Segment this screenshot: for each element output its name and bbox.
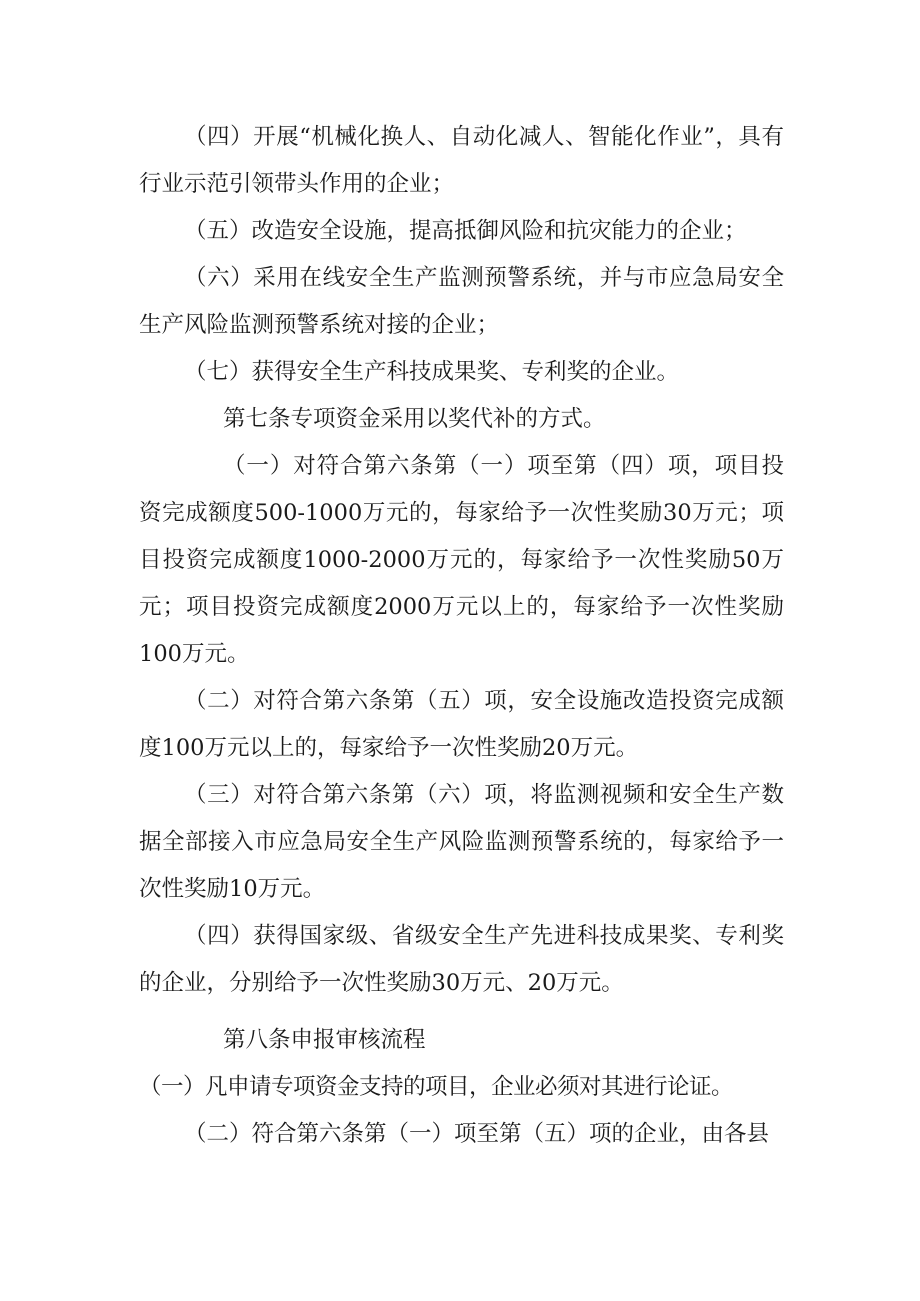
article-7-clause-2: （二）对符合第六条第（五）项，安全设施改造投资完成额度100万元以上的，每家给予一次性奖励20万元。 — [139, 688, 784, 761]
article-7-clause-4: （四）获得国家级、省级安全生产先进科技成果奖、专利奖的企业，分别给予一次性奖励30万元、20万元。 — [139, 923, 784, 996]
paragraph-item-5-safety-facilities: （五）改造安全设施，提高抵御风险和抗灾能力的企业； — [184, 218, 747, 244]
paragraph-item-4-mechanization: （四）开展“机械化换人、自动化减人、智能化作业”，具有行业示范引领带头作用的企业； — [139, 124, 784, 197]
article-8-heading: 第八条申报审核流程 — [223, 1027, 426, 1053]
article-8-clause-1: （一）凡申请专项资金支持的项目，企业必须对其进行论证。 — [139, 1074, 734, 1100]
paragraph-item-7-awards: （七）获得安全生产科技成果奖、专利奖的企业。 — [184, 359, 680, 385]
article-7-clause-3: （三）对符合第六条第（六）项，将监测视频和安全生产数据全部接入市应急局安全生产风险监测预警系统的，每家给予一次性奖励10万元。 — [139, 782, 784, 902]
article-8-clause-2: （二）符合第六条第（一）项至第（五）项的企业，由各县 — [184, 1121, 770, 1147]
article-7-heading: 第七条专项资金采用以奖代补的方式。 — [223, 406, 606, 432]
paragraph-item-6-monitoring-system: （六）采用在线安全生产监测预警系统，并与市应急局安全生产风险监测预警系统对接的企业； — [139, 265, 784, 338]
article-7-clause-1: （一）对符合第六条第（一）项至第（四）项，项目投资完成额度500-1000万元的，每家给予一次性奖励30万元；项目投资完成额度1000-2000万元的，每家给予一次性奖励50万元；项目投资完成额度2000万元以上的，每家给予一次性奖励100万元。 — [139, 453, 784, 667]
